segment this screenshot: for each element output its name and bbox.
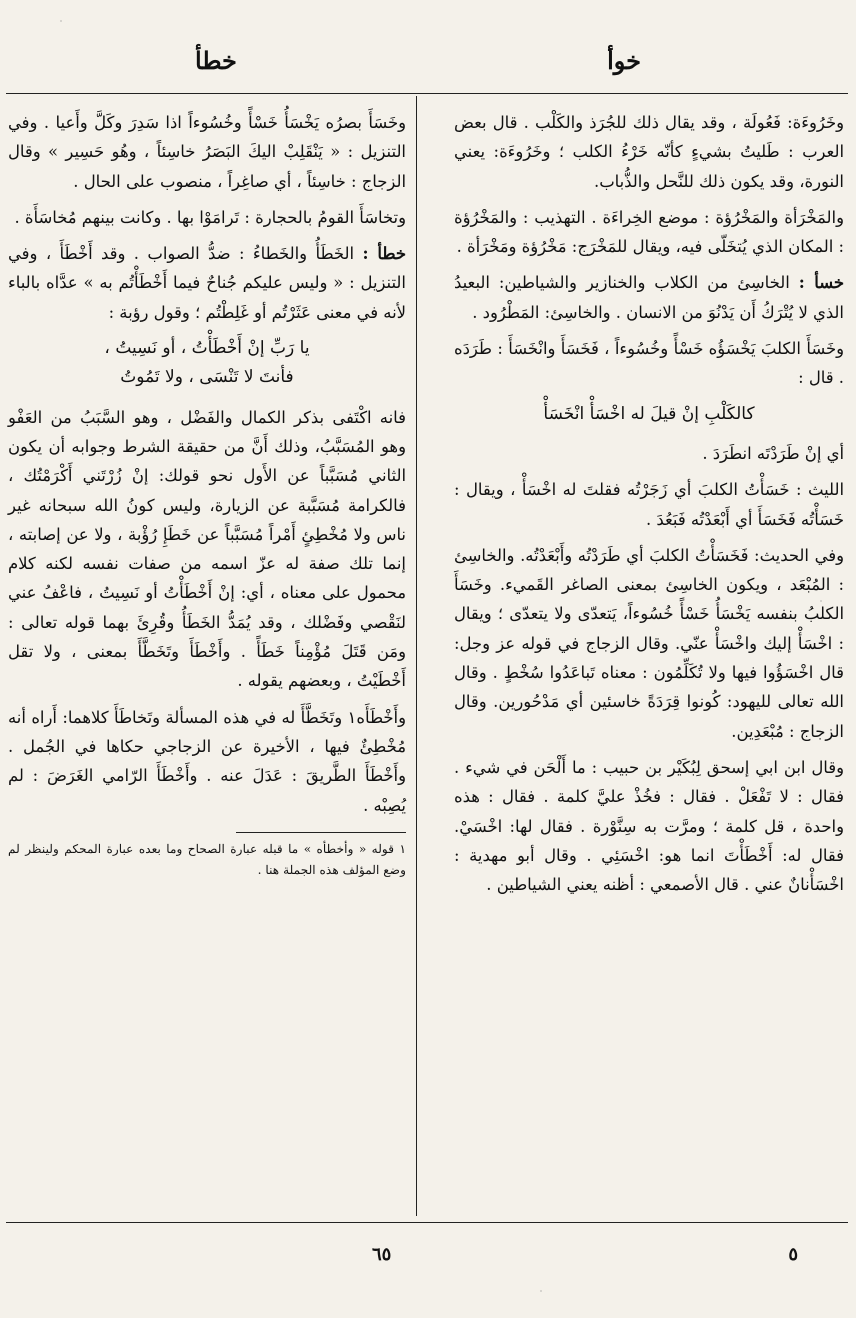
top-rule — [6, 93, 848, 94]
entry-paragraph — [8, 239, 406, 327]
paragraph — [8, 403, 406, 696]
paragraph-text: وتخاسَأَ القومُ بالحجارة : تَرامَوْا بها . وكانت بينهم مُخاسَأَة . — [14, 207, 406, 227]
page-number-right: ٥ — [788, 1244, 798, 1265]
header-word-left: خطأ — [195, 46, 237, 75]
verse-line: فأنتَ لا تَنْسَى ، ولا تَمُوتُ — [120, 367, 294, 388]
scan-speck — [820, 600, 822, 602]
verse — [8, 334, 406, 393]
paragraph-text: أي إنْ طَرَدْتَه انطَرَدَ . — [702, 443, 844, 463]
scan-speck — [60, 20, 62, 22]
paragraph-text: فانه اكْتَفى بذكر الكمال والفَضْل ، وهو السَّبَبُ من العَفْو وهو المُسَبَّبُ، وذلك أَنَّ من حقيقة الشرط وجوابه أن يكون الثاني مُسَبَّباً عن الأَول نحو قولك: إنْ زُرْتَني أَكْرَمْتُك ، فالكرامة مُسَبَّبة عن الزيارة، وليس كونُ الله سبحانه غير ناس ولا مُخْطِئٍ أَمْراً مُسَبَّباً عن خَطَإِ رُؤْبة ، ولا عن إصابته ، إنما تلك صفة له عزّ اسمه من صفات نفسه لكنه كلام محمول على معناه ، أي: إنْ أَخْطَأْتُ أو نَسِيتُ ، فاعْفُ عني لنَقْصي وفَضْلك ، وقد يُمَدُّ الخَطَأُ وقُرِئَ بهما قوله تعالى : ومَن قَتَلَ مُؤْمِناً خَطَأً . وأَخْطَأَ وتَخَطَّأَ بمعنى ، ولا تقل أَخْطَيْتُ ، وبعضهم يقوله . — [8, 407, 406, 691]
left-column — [8, 108, 406, 881]
paragraph-text: وخَرُوءَة: فَعُولَة ، وقد يقال ذلك للجُرَذ والكَلْب . قال بعض العرب : طَليتُ بشيءٍ كأنّه خَرْءُ الكلب ؛ وخَرُوءَة: يعني النورة، وقد يكون ذلك للنَّحل والذُّباب. — [454, 113, 844, 191]
paragraph-text: وخَسَأَ الكلبَ يَخْسَؤُه خَسْأً وخُسُوءاً ، فَخَسَأَ وانْخَسَأَ : طَرَدَه . قال : — [454, 339, 844, 388]
paragraph-text: وفي الحديث: فَخَسَأْتُ الكلبَ أي طَرَدْتُه وأَبْعَدْتُه. والخاسِئ : المُبْعَد ، ويكون الخاسِئ بمعنى الصاغر القَميء. وخَسَأَ الكلبُ بنفسه يَخْسَأُ خَسْأً خُسُوءاً، يَتعدّى ولا يتعدّى ؛ ويقال : اخْسَأْ إليك واخْسَأْ عنّي. وقال الزجاج في قوله عز وجل: قال اخْسَؤُوا فيها ولا تُكَلِّمُون : معناه تَباعَدُوا سُخْطٍ . وقال الله تعالى لليهود: كُونوا قِرَدَةً خاسئين أي مَدْحُورين. وقال الزجاج : مُبْعَدِين. — [454, 545, 844, 741]
paragraph-text: وأَخْطَأَه١ وتَخَطَّأَ له في هذه المسألة وتَخاطَأَ كلاهما: أَراه أنه مُخْطِئٌ فيها ، الأخيرة عن الزجاجي حكاها في الجُمل . وأَخْطَأَ الطَّريقَ : عَدَلَ عنه . وأَخْطَأَ الرّامي الغَرَضَ : لم يُصِبْه . — [8, 707, 406, 815]
paragraph — [8, 108, 406, 196]
paragraph — [454, 541, 844, 746]
paragraph — [454, 108, 844, 196]
page-number-left: ٦٥ — [372, 1244, 392, 1265]
entry-headword: خطأ : — [362, 244, 406, 264]
paragraph — [454, 753, 844, 899]
verse-line: يا رَبِّ إنْ أَخْطَأْتُ ، أو نَسِيتُ ، — [104, 338, 310, 359]
right-column — [454, 108, 844, 906]
paragraph-text: وخَسَأَ بصرُه يَخْسَأُ خَسْأً وخُسُوءاً اذا سَدِرَ وكَلَّ وأَعيا . وفي التنزيل : « يَنْقَلِبْ اليكَ البَصَرُ خاسِئاً ، وهُو حَسِير » وقال الزجاج : خاسِئاً ، أي صاغِراً ، منصوب على الحال . — [8, 113, 406, 191]
paragraph — [454, 475, 844, 534]
paragraph-text: والمَخْرَأة والمَخْرُؤة : موضع الخِراءَة . التهذيب : والمَخْرُؤة : المكان الذي يُتخَلّى فيه، ويقال للمَخْرَج: مَخْرُؤة ومَخْرَأة . — [454, 207, 844, 257]
footnote-rule — [236, 832, 406, 833]
bottom-rule — [6, 1222, 848, 1223]
paragraph — [8, 203, 406, 232]
verse — [454, 400, 844, 429]
paragraph — [454, 334, 844, 393]
column-divider — [416, 96, 417, 1216]
footnote: ١ قوله « وأخطأه » ما قبله عبارة الصحاح وما بعده عبارة المحكم ولينظر لم وضع المؤلف هذه الجملة هنا . — [8, 841, 406, 877]
entry-headword: خسأ : — [798, 273, 844, 293]
verse-line: كالكَلْبِ إنْ قيلَ له اخْسَأْ انْخَسَأْ — [543, 403, 755, 424]
paragraph-text: الخاسِئ من الكلاب والخنازير والشياطين: البعيدُ الذي لا يُتْرَكُ أَن يَدْنُوَ من الانسان . والخاسِئ: المَطْرُود . — [454, 273, 844, 322]
scan-speck — [540, 1290, 542, 1292]
entry-paragraph — [454, 268, 844, 327]
header-word-right: خوأ — [607, 46, 641, 75]
paragraph-text: الليث : خَسَأْتُ الكلبَ أي زَجَرْتُه فقلتَ له اخْسَأْ ، ويقال : خَسَأْتُه فَخَسَأَ أي أَبْعَدْتُه فَبَعُدَ . — [454, 480, 844, 529]
paragraph — [8, 703, 406, 820]
paragraph — [454, 439, 844, 468]
paragraph-text: الخَطَأُ والخَطاءُ : ضدُّ الصواب . وقد أَخْطَأَ ، وفي التنزيل : « وليس عليكم جُناحٌ فيما أَخْطَأْتُم به » عدَّاه بالباء لأنه في معنى عَثَرْتُم أو غَلِطْتُم ؛ وقول رؤبة : — [8, 244, 406, 322]
paragraph-text: وقال ابن ابي إسحق لِبُكَيْر بن حبيب : ما أَلْحَن في شيء . فقال : لا تَفْعَلْ . فقال : فخُذْ عليَّ كلمة . فقال : هذه واحدة ، قل كلمة ؛ ومرَّت به سِنَّوْرة . فقال لها: اخْسَيْ. فقال له: أَخْطَأْتَ انما هو: اخْسَئِي . وقال أبو مهدية : اخْسَأْنانٌ عني . قال الأصمعي : أظنه يعني الشياطين . — [454, 757, 844, 895]
paragraph — [454, 203, 844, 262]
